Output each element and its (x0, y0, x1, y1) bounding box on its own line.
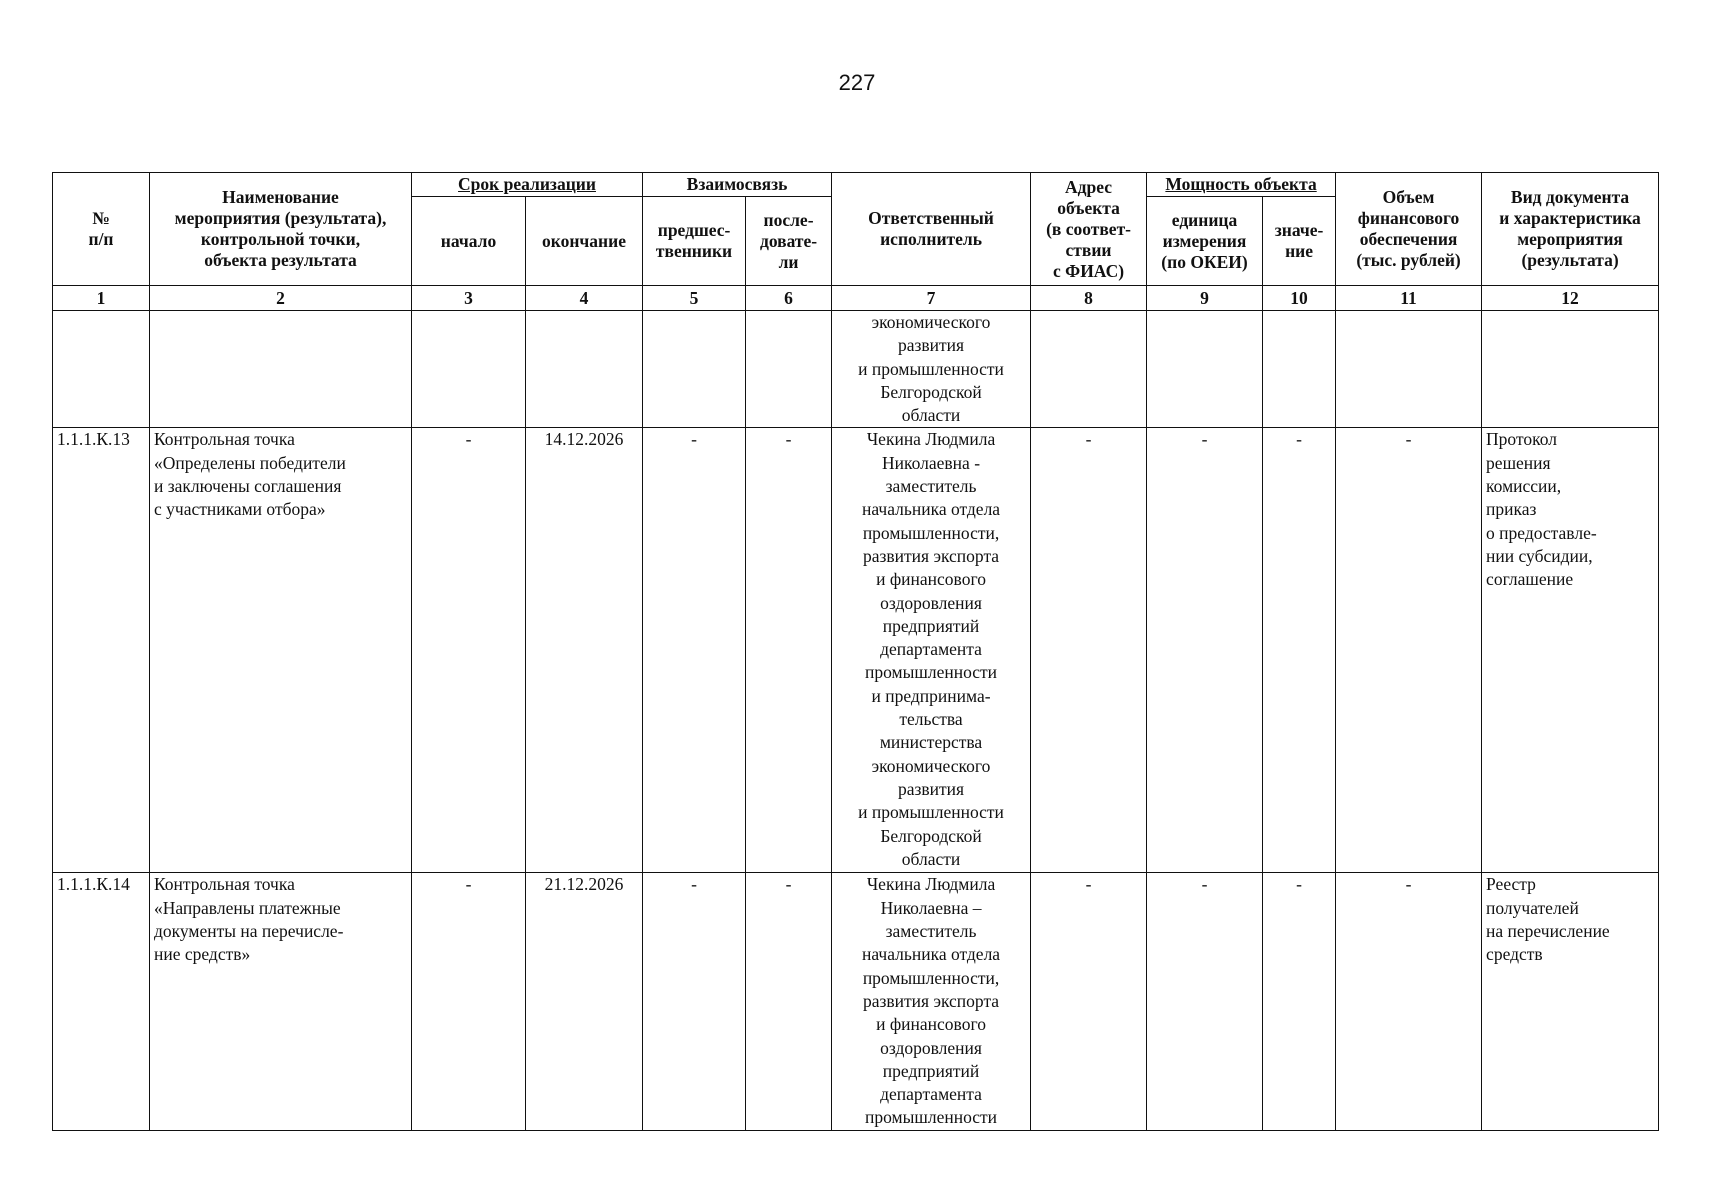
cell-predecessors: - (643, 428, 746, 873)
header-unit: единица измерения (по ОКЕИ) (1147, 197, 1263, 286)
cell-responsible: Чекина Людмила Николаевна – заместитель начальника отдела промышленности, развития экспорта и финансового оздоровления предприятий департамента промышленности (832, 873, 1031, 1130)
cell-unit (1147, 311, 1263, 428)
header-name: Наименование мероприятия (результата), контрольной точки, объекта результата (150, 173, 412, 286)
cell-number: 1.1.1.К.14 (53, 873, 150, 1130)
cell-end: 14.12.2026 (526, 428, 643, 873)
table-row (53, 873, 1659, 1130)
cell-predecessors (643, 311, 746, 428)
cell-end: 21.12.2026 (526, 873, 643, 1130)
column-number-11: 11 (1336, 286, 1482, 311)
header-group-vzaimosvyaz: Взаимосвязь (643, 173, 832, 197)
cell-number: 1.1.1.К.13 (53, 428, 150, 873)
header-group-srok: Срок реализации (412, 173, 643, 197)
table-header (53, 173, 1659, 311)
header-predecessors: предшес- твенники (643, 197, 746, 286)
header-successors: после- довате- ли (746, 197, 832, 286)
cell-name: Контрольная точка «Направлены платежные документы на перечисле- ние средств» (150, 873, 412, 1130)
cell-doc-type (1482, 311, 1659, 428)
cell-start (412, 311, 526, 428)
cell-successors (746, 311, 832, 428)
column-number-6: 6 (746, 286, 832, 311)
cell-name: Контрольная точка «Определены победители и заключены соглашения с участниками отбора» (150, 428, 412, 873)
column-number-12: 12 (1482, 286, 1659, 311)
cell-responsible: экономического развития и промышленности Белгородской области (832, 311, 1031, 428)
column-number-3: 3 (412, 286, 526, 311)
header-doc-type: Вид документа и характеристика мероприятия (результата) (1482, 173, 1659, 286)
cell-successors: - (746, 873, 832, 1130)
cell-finance: - (1336, 873, 1482, 1130)
column-number-5: 5 (643, 286, 746, 311)
header-finance: Объем финансового обеспечения (тыс. рублей) (1336, 173, 1482, 286)
column-number-2: 2 (150, 286, 412, 311)
cell-unit: - (1147, 428, 1263, 873)
cell-name (150, 311, 412, 428)
column-number-1: 1 (53, 286, 150, 311)
cell-responsible: Чекина Людмила Николаевна - заместитель начальника отдела промышленности, развития экспорта и финансового оздоровления предприятий департамента промышленности и предпринима- тельства министерства экономического развития и промышленности Белгородской области (832, 428, 1031, 873)
cell-value: - (1263, 428, 1336, 873)
cell-doc-type: Реестр получателей на перечисление средств (1482, 873, 1659, 1130)
table-row (53, 311, 1659, 428)
cell-doc-type: Протокол решения комиссии, приказ о предоставле- нии субсидии, соглашение (1482, 428, 1659, 873)
cell-value (1263, 311, 1336, 428)
cell-start: - (412, 873, 526, 1130)
header-group-moshchnost: Мощность объекта (1147, 173, 1336, 197)
plan-table (52, 172, 1659, 1131)
header-address: Адрес объекта (в соответ- ствии с ФИАС) (1031, 173, 1147, 286)
cell-value: - (1263, 873, 1336, 1130)
header-value: значе- ние (1263, 197, 1336, 286)
cell-predecessors: - (643, 873, 746, 1130)
cell-address (1031, 311, 1147, 428)
table-row (53, 428, 1659, 873)
cell-number (53, 311, 150, 428)
cell-unit: - (1147, 873, 1263, 1130)
header-start: начало (412, 197, 526, 286)
cell-start: - (412, 428, 526, 873)
cell-end (526, 311, 643, 428)
cell-finance (1336, 311, 1482, 428)
cell-successors: - (746, 428, 832, 873)
page-number: 227 (838, 70, 876, 95)
header-responsible: Ответственный исполнитель (832, 173, 1031, 286)
column-number-7: 7 (832, 286, 1031, 311)
header-number: № п/п (53, 173, 150, 286)
cell-address: - (1031, 873, 1147, 1130)
header-end: окончание (526, 197, 643, 286)
cell-finance: - (1336, 428, 1482, 873)
column-number-9: 9 (1147, 286, 1263, 311)
column-number-10: 10 (1263, 286, 1336, 311)
cell-address: - (1031, 428, 1147, 873)
column-number-8: 8 (1031, 286, 1147, 311)
column-number-4: 4 (526, 286, 643, 311)
